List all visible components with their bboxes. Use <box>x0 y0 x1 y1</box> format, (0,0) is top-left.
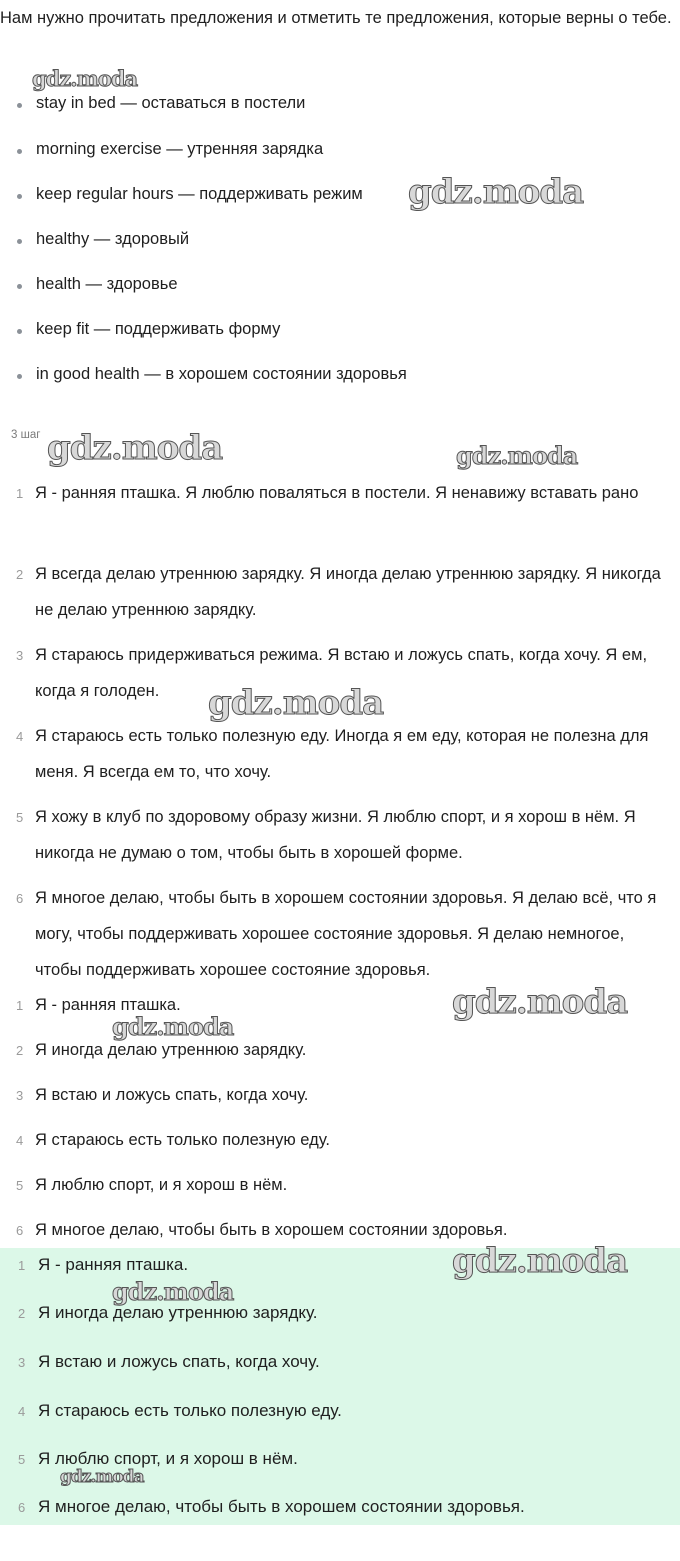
vocab-item: morning exercise — утренняя зарядка <box>36 140 324 158</box>
watermark: gdz.moda <box>60 1467 144 1487</box>
vocab-item: stay in bed — оставаться в постели <box>36 94 306 112</box>
intro-text: Нам нужно прочитать предложения и отметить те предложения, которые верны о тебе. <box>0 9 672 27</box>
statement-number: 3 <box>16 648 24 663</box>
bullet-icon <box>17 374 22 379</box>
answer-number: 5 <box>18 1452 26 1467</box>
watermark: gdz.moda <box>112 1012 234 1041</box>
selected-number: 3 <box>16 1088 24 1103</box>
selected-number: 5 <box>16 1178 24 1193</box>
watermark: gdz.moda <box>452 1241 628 1281</box>
selected-text: Я стараюсь есть только полезную еду. <box>35 1131 330 1149</box>
answer-text: Я стараюсь есть только полезную еду. <box>38 1401 342 1420</box>
statement-text: Я - ранняя пташка. Я люблю поваляться в постели. Я ненавижу вставать рано <box>35 484 639 502</box>
vocab-item: healthy — здоровый <box>36 230 190 248</box>
bullet-icon <box>17 329 22 334</box>
watermark: gdz.moda <box>208 683 384 723</box>
selected-text: Я люблю спорт, и я хорош в нём. <box>35 1176 288 1194</box>
watermark: gdz.moda <box>408 172 584 212</box>
selected-number: 6 <box>16 1223 24 1238</box>
statement-number: 6 <box>16 891 24 906</box>
statement-number: 2 <box>16 567 24 582</box>
bullet-icon <box>17 284 22 289</box>
selected-text: Я - ранняя пташка. <box>35 996 181 1014</box>
answer-text: Я иногда делаю утреннюю зарядку. <box>38 1303 318 1322</box>
answer-number: 3 <box>18 1355 26 1370</box>
statement-number: 1 <box>16 486 24 501</box>
answer-number: 2 <box>18 1306 26 1321</box>
answer-number: 6 <box>18 1500 26 1515</box>
selected-text: Я иногда делаю утреннюю зарядку. <box>35 1041 307 1059</box>
selected-number: 2 <box>16 1043 24 1058</box>
statement-text: Я хожу в клуб по здоровому образу жизни. Я люблю спорт, и я хорош в нём. Я никогда не думаю о том, чтобы быть в хорошей форме. <box>35 808 636 862</box>
statement-text: Я стараюсь есть только полезную еду. Иногда я ем еду, которая не полезна для меня. Я всегда ем то, что хочу. <box>35 727 649 781</box>
statement-number: 4 <box>16 729 24 744</box>
selected-number: 4 <box>16 1133 24 1148</box>
answer-text: Я - ранняя пташка. <box>38 1255 189 1274</box>
statement-text: Я всегда делаю утреннюю зарядку. Я иногда делаю утреннюю зарядку. Я никогда не делаю утреннюю зарядку. <box>35 565 661 619</box>
selected-text: Я встаю и ложусь спать, когда хочу. <box>35 1086 309 1104</box>
step-label: 3 шаг <box>11 429 41 441</box>
bullet-icon <box>17 149 22 154</box>
watermark: gdz.moda <box>47 428 223 468</box>
statement-text: Я стараюсь придерживаться режима. Я встаю и ложусь спать, когда хочу. Я ем, когда я голоден. <box>35 646 648 700</box>
answer-number: 4 <box>18 1404 26 1419</box>
watermark: gdz.moda <box>32 66 138 91</box>
vocab-item: keep regular hours — поддерживать режим <box>36 185 363 203</box>
answer-text: Я многое делаю, чтобы быть в хорошем состоянии здоровья. <box>38 1497 525 1516</box>
watermark: gdz.moda <box>456 441 578 470</box>
bullet-icon <box>17 239 22 244</box>
selected-text: Я многое делаю, чтобы быть в хорошем состоянии здоровья. <box>35 1221 508 1239</box>
answer-text: Я встаю и ложусь спать, когда хочу. <box>38 1352 320 1371</box>
vocab-item: in good health — в хорошем состоянии здоровья <box>36 365 407 383</box>
selected-number: 1 <box>16 998 24 1013</box>
bullet-icon <box>17 194 22 199</box>
watermark: gdz.moda <box>452 982 628 1022</box>
answer-number: 1 <box>18 1258 26 1273</box>
vocab-item: keep fit — поддерживать форму <box>36 320 281 338</box>
answer-text: Я люблю спорт, и я хорош в нём. <box>38 1449 298 1468</box>
watermark: gdz.moda <box>112 1277 234 1306</box>
statement-number: 5 <box>16 810 24 825</box>
bullet-icon <box>17 103 22 108</box>
vocab-item: health — здоровье <box>36 275 178 293</box>
statement-text: Я многое делаю, чтобы быть в хорошем состоянии здоровья. Я делаю всё, что я могу, чтобы поддерживать хорошее состояние здоровья. Я делаю немногое, чтобы поддерживать хорошее состояние здоровья. <box>35 889 657 979</box>
